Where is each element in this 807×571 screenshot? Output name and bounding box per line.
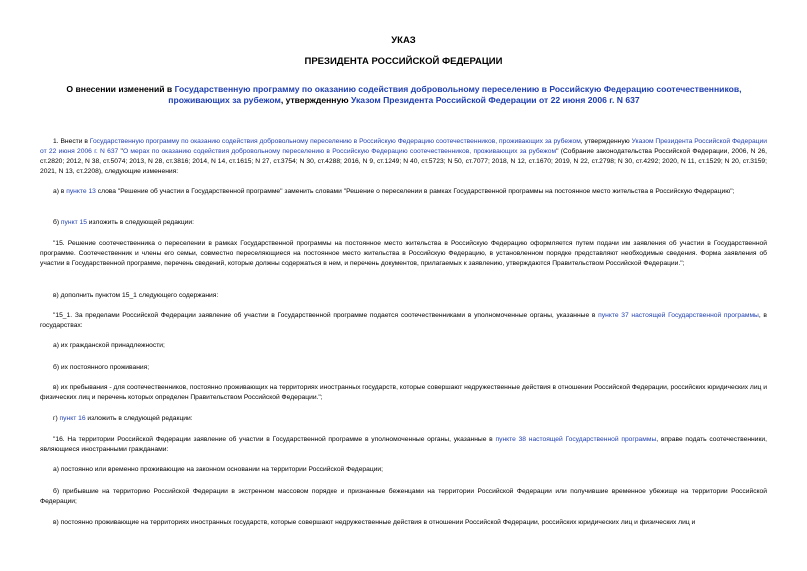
quote-point-15-1 (40, 311, 767, 331)
quote-point-15: "15. Решение соотечественника о переселении в рамках Государственной программы на постоянное место жительства в Российскую Федерацию оформляется путем подачи им заявления об участии в Государственной программе. Соотечественник и члены его семьи, совместно переселяющиеся на постоянное место жительства в Российскую Федерацию, в установленном порядке представляют необходимые сведения. Форма заявления об участии в Государственной программе, перечень сведений, которые должны содержаться в нем, и перечень документов, прилагаемых к заявлению, утверждаются Правительством Российской Федерации."; (40, 240, 767, 267)
p1-text-1: 1. Внести в (53, 138, 90, 145)
p1-text-4: " (Собрание законодательства Российской Федерации, 2006, N 26, ст.2820; 2012, N 38, ст.5074; 2013, N 28, ст.3816; 2014, N 14, ст.1615; N 27, ст.3754; N 30, ст.4288; 2016, N 9, ст.1249; N 40, ст.5723; N 50, ст.7077; 2018, N 12, ст.1670; 2019, N 22, ст.2798; N 30, ст.4292; 2020, N 11, ст.1529; N 20, ст.3159; 2021, N 13, ст.2208), следующие изменения: (40, 148, 768, 175)
title-link-program[interactable]: Государственную программу по оказанию содействия добровольному переселению в Российскую Федерацию соотечественников, проживающих за рубежом (168, 84, 742, 105)
point-16-item-a: а) постоянно или временно проживающие на законном основании на территории Российской Федерации; (53, 466, 384, 473)
pa-link-point-13[interactable]: пункте 13 (66, 188, 96, 195)
list-item-v: в) их пребывания - для соотечественников, постоянно проживающих на территориях иностранных государств, которые совершают недружественные действия в отношении Российской Федерации, российских юридических лиц и физических лиц и перечень которых определен Правительством Российской Федерации."; (40, 384, 767, 401)
document-title (46, 84, 762, 106)
p1-text-3: " (118, 148, 123, 155)
q151-text-2: , в государствах: (40, 312, 767, 329)
p1-link-measures[interactable]: О мерах по оказанию содействия добровольному переселению в Российскую Федерацию соотечественников, проживающих за рубежом (122, 148, 557, 155)
decree-issuer: ПРЕЗИДЕНТА РОССИЙСКОЙ ФЕДЕРАЦИИ (304, 56, 503, 67)
q16-link-point-38[interactable]: пункте 38 настоящей Государственной программы (495, 436, 657, 443)
paragraph-b (40, 218, 767, 228)
paragraph-v: в) дополнить пунктом 15_1 следующего содержания: (53, 292, 219, 299)
p1-link-program[interactable]: Государственную программу по оказанию содействия добровольному переселению в Российскую Федерацию соотечественников, проживающих за рубежом (89, 138, 581, 145)
q151-link-point-37[interactable]: пункте 37 настоящей Государственной программы (598, 312, 759, 319)
q16-text-1: "16. На территории Российской Федерации заявление об участии в Государственной программе в уполномоченные органы, указанные в (53, 436, 496, 443)
paragraph-1 (40, 137, 767, 177)
list-item-b: б) их постоянного проживания; (53, 364, 150, 371)
decree-title: УКАЗ (391, 35, 416, 46)
pa-text-2: слова "Решение об участии в Государственной программе" заменить словами "Решение о переселении в рамках Государственной программы на постоянное место жительства в Российскую Федерацию"; (95, 188, 735, 195)
pg-text-2: изложить в следующей редакции: (85, 415, 193, 422)
pg-link-point-16[interactable]: пункт 16 (59, 415, 86, 422)
pb-link-point-15[interactable]: пункт 15 (60, 219, 87, 226)
paragraph-g (40, 414, 767, 424)
pb-text-2: изложить в следующей редакции: (86, 219, 195, 226)
paragraph-a (40, 187, 767, 197)
point-16-item-b: б) прибывшие на территорию Российской Федерации в экстренном массовом порядке и признанные беженцами на территории Российской Федерации или получившие временное убежище на территории Российской Федерации; (40, 488, 767, 505)
quote-point-16 (40, 435, 767, 455)
q16-text-2: , вправе подать соотечественники, являющиеся иностранными гражданами: (40, 436, 767, 453)
p1-text-2: , утвержденную (580, 138, 632, 145)
title-text-1: О внесении изменений в (66, 84, 175, 94)
title-link-decree[interactable]: Указом Президента Российской Федерации от 22 июня 2006 г. N 637 (350, 95, 640, 105)
point-16-item-v: в) постоянно проживающие на территориях иностранных государств, которые совершают недружественные действия в отношении Российской Федерации, российских юридических лиц и физических лиц и (53, 519, 696, 526)
p1-link-decree[interactable]: Указом Президента Российской Федерации от 22 июня 2006 г. N 637 (40, 138, 767, 155)
q151-text-1: "15_1. За пределами Российской Федерации заявление об участии в Государственной программе подается соотечественниками в уполномоченные органы, указанные в (53, 312, 599, 319)
pb-text-1: б) (53, 219, 61, 226)
pg-text-1: г) (53, 415, 60, 422)
list-item-a: а) их гражданской принадлежности; (53, 342, 165, 349)
pa-text-1: а) в (53, 188, 67, 195)
title-text-2: , утвержденную (280, 95, 351, 105)
